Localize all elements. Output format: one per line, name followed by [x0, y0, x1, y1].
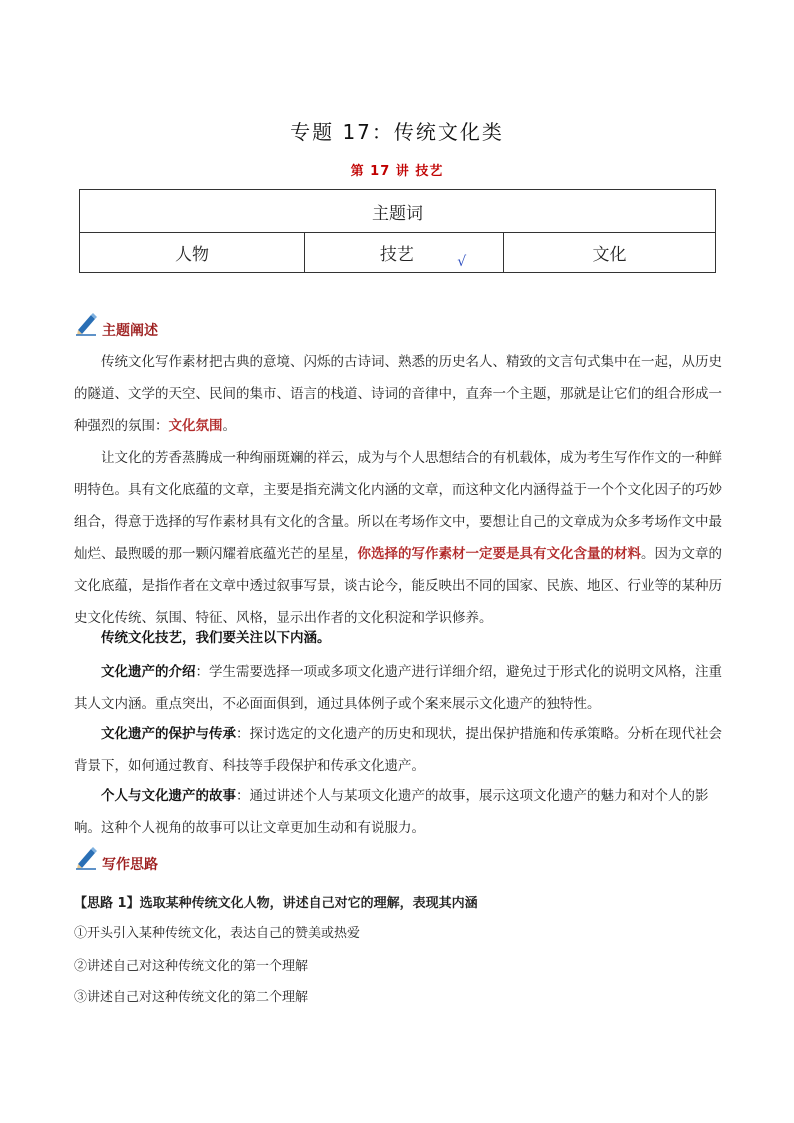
section-heading-theme — [74, 314, 158, 340]
item-personal-story: 个人与文化遗产的故事：通过讲述个人与某项文化遗产的故事，展示这项文化遗产的魅力和对个人的影响。这种个人视角的故事可以让文章更加生动和有说服力。 — [74, 788, 709, 836]
topic-table — [79, 189, 716, 273]
check-mark-icon: √ — [457, 254, 467, 270]
topic-cell-person: 人物 — [80, 233, 305, 273]
topic-cell-culture: 文化 — [504, 233, 716, 273]
idea-1: 【思路 1】选取某种传统文化人物，讲述自己对它的理解，表现其内涵 — [74, 896, 478, 911]
highlight-material-requirement: 你选择的写作素材一定要是具有文化含量的材料 — [357, 546, 641, 562]
pencil-icon — [74, 312, 98, 340]
section-heading-label: 主题阐述 — [102, 323, 158, 339]
page-title: 专题 17：传统文化类 — [290, 120, 504, 144]
paragraph-intro: 传统文化写作素材把古典的意境、闪烁的古诗词、熟悉的历史名人、精致的文言句式集中在一起，从历史的隧道、文学的天空、民间的集市、语言的栈道、诗词的音律中，直奔一个主题，那就是让它们的组合形成一种强烈的氛围：文化氛围。 — [74, 354, 722, 434]
idea-step-2: ②讲述自己对这种传统文化的第一个理解 — [74, 959, 309, 974]
section-heading-label: 写作思路 — [102, 857, 158, 873]
section-heading-writing — [74, 848, 158, 874]
topic-table-heading: 主题词 — [80, 190, 716, 233]
item-heritage-protection: 文化遗产的保护与传承：探讨选定的文化遗产的历史和现状，提出保护措施和传承策略。分析在现代社会背景下，如何通过教育、科技等手段保护和传承文化遗产。 — [74, 726, 722, 774]
skill-heading: 传统文化技艺，我们要关注以下内涵。 — [101, 630, 331, 646]
topic-cell-skill — [305, 233, 504, 273]
item-heritage-intro: 文化遗产的介绍：学生需要选择一项或多项文化遗产进行详细介绍，避免过于形式化的说明文风格，注重其人文内涵。重点突出，不必面面俱到，通过具体例子或个案来展示文化遗产的独特性。 — [74, 664, 722, 712]
topic-cell-skill-label: 技艺 — [379, 245, 414, 265]
pencil-icon — [74, 846, 98, 874]
paragraph-culture-depth: 让文化的芳香蒸腾成一种绚丽斑斓的祥云，成为与个人思想结合的有机载体，成为考生写作作文的一种鲜明特色。具有文化底蕴的文章，主要是指充满文化内涵的文章，而这种文化内涵得益于一个个文化因子的巧妙组合，得意于选择的写作素材具有文化的含量。所以在考场作文中，要想让自己的文章成为众多考场作文中最灿烂、最煦暖的那一颗闪耀着底蕴光芒的星星，你选择的写作素材一定要是具有文化含量的材料。因为文章的文化底蕴，是指作者在文章中透过叙事写景，谈古论今，能反映出不同的国家、民族、地区、行业等的某种历史文化传统、氛围、特征、风格，显示出作者的文化积淀和学识修养。 — [74, 450, 722, 626]
idea-step-3: ③讲述自己对这种传统文化的第二个理解 — [74, 990, 309, 1005]
highlight-culture-atmosphere: 文化氛围 — [168, 418, 223, 434]
idea-step-1: ①开头引入某种传统文化，表达自己的赞美或热爱 — [74, 926, 361, 941]
lesson-subtitle: 第 17 讲 技艺 — [350, 164, 444, 179]
